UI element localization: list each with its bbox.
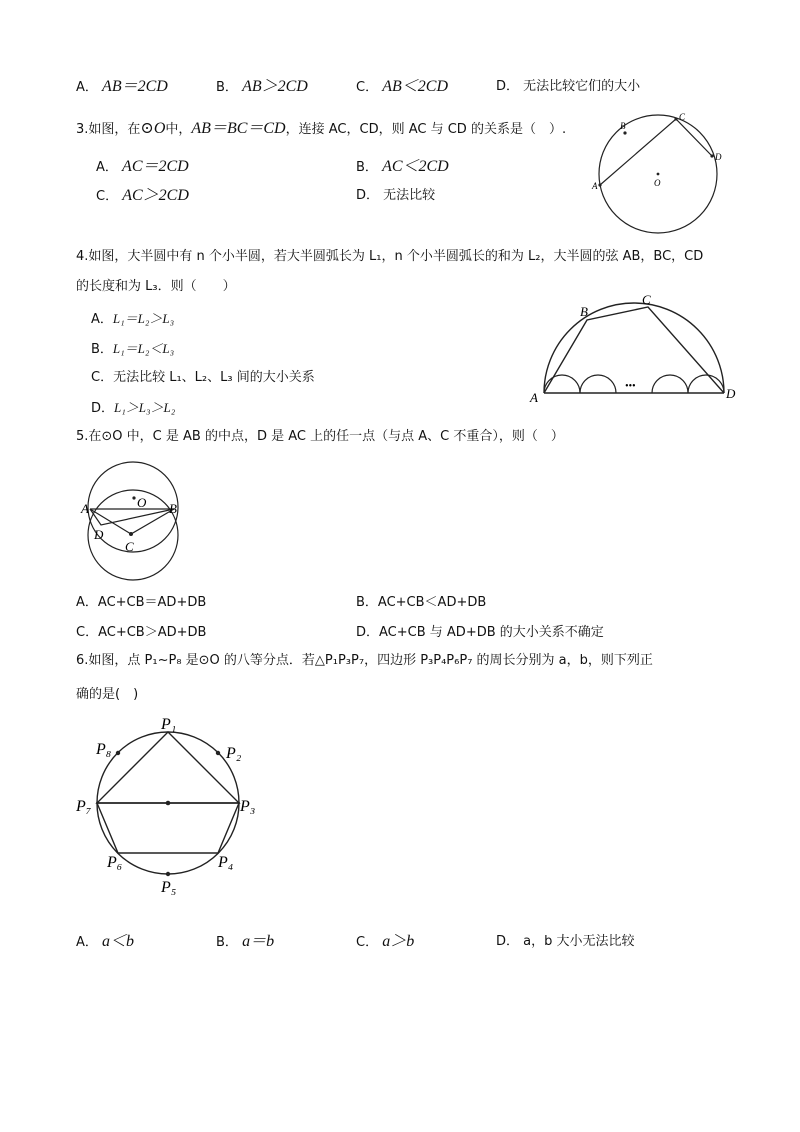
q3-chord-ac (600, 119, 676, 185)
q6-option-b: B． a＝b (216, 933, 275, 950)
q6-label-p5: P₅ (161, 879, 177, 896)
q4-label-c: C (642, 292, 651, 307)
q2-option-a: A． AB＝2CD (76, 78, 168, 95)
q3-label-c: C (679, 112, 686, 122)
q6-option-d: D． a，b 大小无法比较 (496, 934, 635, 949)
q6-option-c: C． a＞b (356, 933, 415, 950)
q4-option-d: D．L₁＞L₃＞L₂ (91, 400, 176, 416)
q4-option-a: A．L₁＝L₂＞L₃ (91, 311, 175, 327)
q5-option-c: C．AC+CB＞AD+DB (76, 625, 207, 640)
q4-option-b: B．L₁＝L₂＜L₃ (91, 341, 175, 357)
q3-point-d (710, 154, 713, 157)
q3-option-d: D． 无法比较 (356, 188, 436, 203)
q4-small-semicircle-2 (580, 375, 616, 393)
q5-center (132, 496, 135, 499)
q6-stem-line1: 6.如图，点 P₁~P₈ 是⊙O 的八等分点．若△P₁P₃P₇，四边形 P₃P₄P₆P₇ 的周长分别为 a，b，则下列正 (76, 653, 653, 668)
q3-label-o: O (654, 178, 661, 188)
q6-label-p3: P₃ (240, 798, 256, 815)
q3-point-b (623, 131, 626, 134)
q4-figure (528, 292, 743, 404)
q5-option-d: D．AC+CB 与 AD+DB 的大小关系不确定 (356, 625, 604, 640)
q5-label-c: C (125, 539, 134, 554)
q2-option-d: D． 无法比较它们的大小 (496, 79, 641, 94)
q6-point-p5 (166, 872, 170, 876)
q3-option-c: C． AC＞2CD (96, 187, 189, 204)
q3-center (657, 173, 660, 176)
q6-label-p8: P₈ (96, 741, 112, 758)
q3-chord-cd (676, 119, 712, 156)
q5-figure (80, 455, 200, 585)
q5-stem: 5.在⊙O 中，C 是 AB 的中点，D 是 AC 上的任一点（与点 A、C 不重合），则（ ） (76, 429, 564, 444)
q4-small-semicircle-4 (688, 375, 724, 393)
q5-option-a: A．AC+CB＝AD+DB (76, 595, 207, 610)
q6-quad-p3p4p6p7 (97, 803, 239, 853)
q3-option-a: A． AC＝2CD (96, 158, 189, 175)
q3-label-d: D (715, 152, 722, 162)
q5-label-d: D (94, 527, 104, 542)
q6-stem-line2: 确的是( ) (76, 687, 139, 702)
q6-figure (70, 712, 270, 897)
q4-label-a: A (530, 390, 538, 405)
q2-option-c: C． AB＜2CD (356, 78, 448, 95)
q6-point-p8 (116, 751, 120, 755)
q6-center (166, 801, 171, 806)
q3-figure (590, 110, 730, 235)
q6-triangle-p1p3p7 (97, 732, 239, 803)
q5-option-b: B．AC+CB＜AD+DB (356, 595, 487, 610)
q5-label-a: A (81, 501, 89, 516)
q4-stem-line2: 的长度和为 L₃．则（ ） (76, 279, 236, 294)
q3-point-c (674, 117, 677, 120)
q6-label-p1: P₁ (161, 716, 177, 733)
q4-stem-line1: 4.如图，大半圆中有 n 个小半圆，若大半圆弧长为 L₁，n 个小半圆弧长的和为 L₂，大半圆的弦 AB，BC，CD (76, 249, 704, 264)
q2-option-b: B． AB＞2CD (216, 78, 308, 95)
q3-label-b: B (620, 121, 626, 131)
q5-label-o: O (137, 495, 147, 510)
q4-option-c: C．无法比较 L₁、L₂、L₃ 间的大小关系 (91, 370, 315, 385)
q3-point-a (598, 183, 601, 186)
q6-label-p2: P₂ (226, 745, 242, 762)
q4-small-semicircle-3 (652, 375, 688, 393)
q4-ellipsis: ••• (625, 381, 636, 392)
q6-option-a: A． a＜b (76, 933, 135, 950)
q3-label-a: A (592, 181, 598, 191)
q3-option-b: B． AC＜2CD (356, 158, 449, 175)
q5-label-b: B (169, 501, 177, 516)
q6-label-p6: P₆ (107, 854, 123, 871)
q5-point-c (129, 532, 133, 536)
q4-label-b: B (580, 304, 588, 319)
q3-stem: 3.如图，在⊙O中，AB＝BC＝CD，连接 AC，CD，则 AC 与 CD 的关系是（ ）. (76, 120, 567, 137)
q4-label-d: D (726, 386, 736, 401)
q6-point-p2 (216, 751, 220, 755)
q6-label-p7: P₇ (76, 798, 92, 815)
q6-label-p4: P₄ (218, 854, 234, 871)
